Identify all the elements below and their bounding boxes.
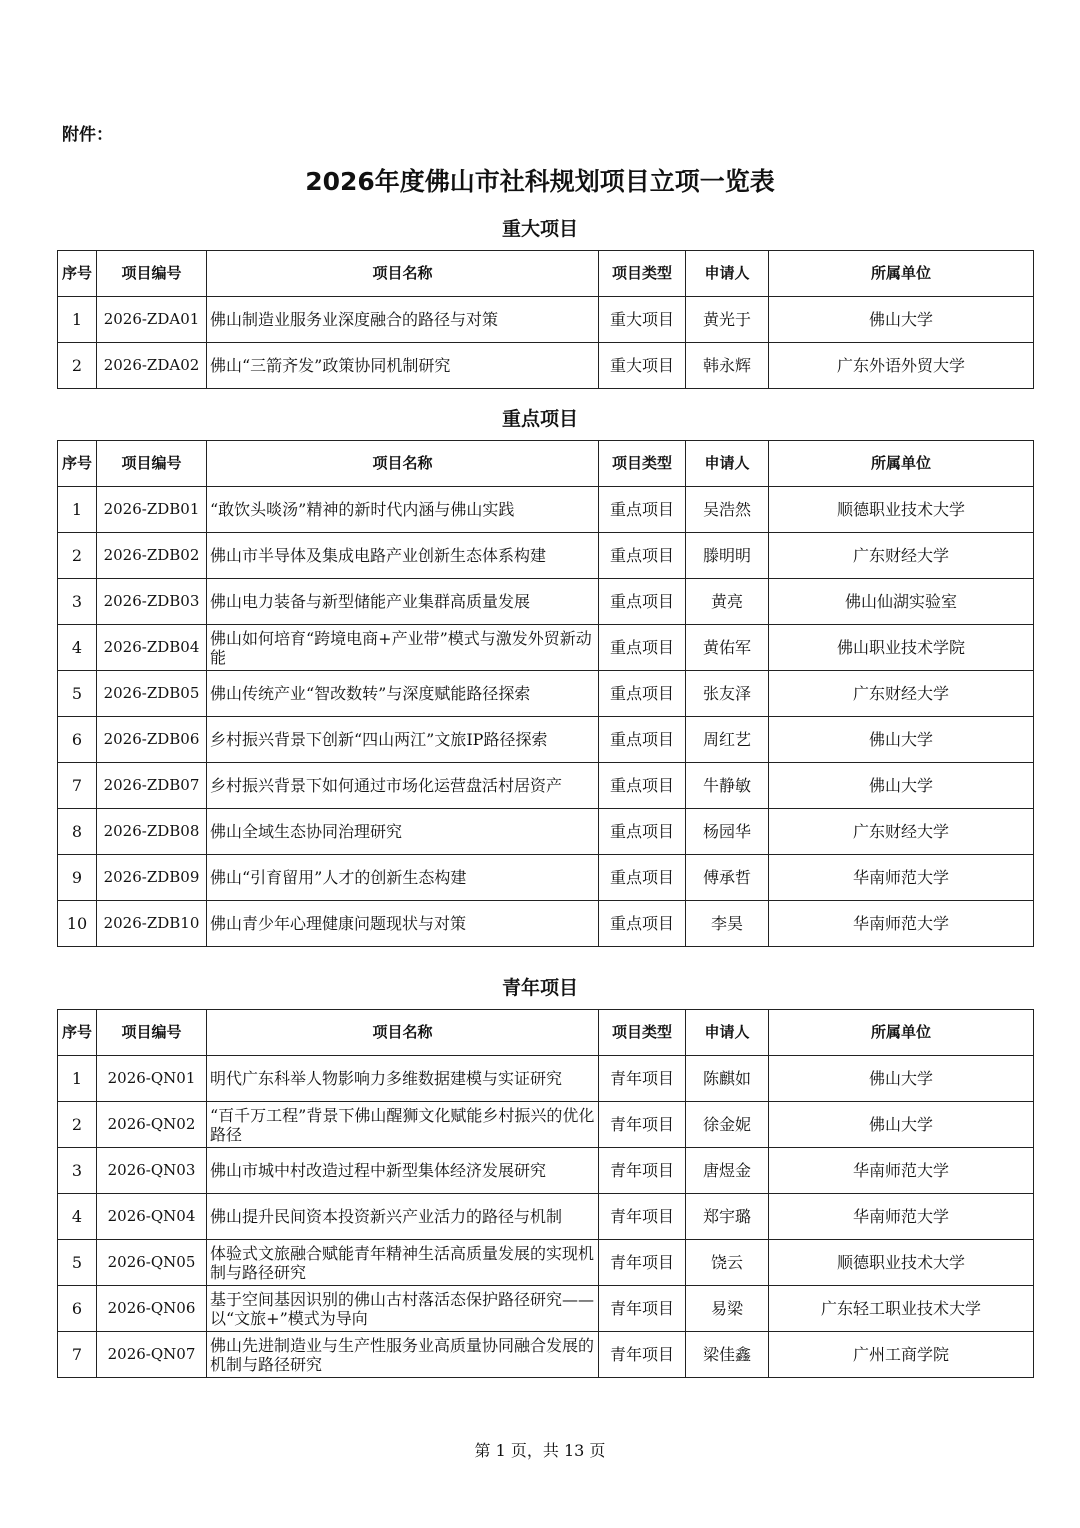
cell-applicant: 徐金妮: [686, 1102, 769, 1148]
cell-affiliation: 华南师范大学: [769, 855, 1034, 901]
cell-project-name: 基于空间基因识别的佛山古村落活态保护路径研究——以“文旅+”模式为导向: [207, 1286, 599, 1332]
cell-row-index: 2: [58, 1102, 97, 1148]
cell-affiliation: 佛山职业技术学院: [769, 625, 1034, 671]
cell-project-code: 2026-ZDB05: [97, 671, 207, 717]
cell-affiliation: 佛山大学: [769, 297, 1034, 343]
cell-project-code: 2026-QN06: [97, 1286, 207, 1332]
cell-affiliation: 广东轻工职业技术大学: [769, 1286, 1034, 1332]
cell-affiliation: 广州工商学院: [769, 1332, 1034, 1378]
table-row: [58, 855, 1034, 901]
section-title-key: 重点项目: [501, 408, 578, 430]
cell-project-code: 2026-ZDB04: [97, 625, 207, 671]
header-project-name: 项目名称: [207, 1010, 599, 1056]
cell-affiliation: 佛山大学: [769, 1056, 1034, 1102]
cell-project-name: 体验式文旅融合赋能青年精神生活高质量发展的实现机制与路径研究: [207, 1240, 599, 1286]
cell-project-code: 2026-ZDB10: [97, 901, 207, 947]
cell-project-type: 青年项目: [599, 1286, 686, 1332]
table-row: [58, 671, 1034, 717]
cell-applicant: 张友泽: [686, 671, 769, 717]
document-title: 2026年度佛山市社科规划项目立项一览表: [305, 167, 775, 196]
cell-affiliation: 华南师范大学: [769, 1148, 1034, 1194]
cell-project-code: 2026-QN02: [97, 1102, 207, 1148]
header-project-name: 项目名称: [207, 251, 599, 297]
cell-applicant: 周红艺: [686, 717, 769, 763]
cell-project-code: 2026-ZDB01: [97, 487, 207, 533]
cell-project-type: 重点项目: [599, 901, 686, 947]
page-footer: 第 1 页，共 13 页: [474, 1441, 606, 1460]
cell-project-name: 佛山市半导体及集成电路产业创新生态体系构建: [207, 533, 599, 579]
cell-project-type: 青年项目: [599, 1240, 686, 1286]
header-row-index: 序号: [58, 1010, 97, 1056]
cell-project-code: 2026-ZDB06: [97, 717, 207, 763]
cell-row-index: 2: [58, 533, 97, 579]
cell-applicant: 唐煜金: [686, 1148, 769, 1194]
table-row: [58, 343, 1034, 389]
header-row-index: 序号: [58, 441, 97, 487]
header-project-type: 项目类型: [599, 441, 686, 487]
cell-applicant: 牛静敏: [686, 763, 769, 809]
cell-project-type: 重点项目: [599, 625, 686, 671]
table-row: [58, 1056, 1034, 1102]
cell-affiliation: 华南师范大学: [769, 1194, 1034, 1240]
cell-project-name: 佛山“三箭齐发”政策协同机制研究: [207, 343, 599, 389]
table-row: [58, 1286, 1034, 1332]
cell-row-index: 5: [58, 671, 97, 717]
cell-project-name: “敢饮头啖汤”精神的新时代内涵与佛山实践: [207, 487, 599, 533]
cell-applicant: 吴浩然: [686, 487, 769, 533]
cell-applicant: 梁佳鑫: [686, 1332, 769, 1378]
cell-project-name: 佛山市城中村改造过程中新型集体经济发展研究: [207, 1148, 599, 1194]
cell-project-code: 2026-QN05: [97, 1240, 207, 1286]
header-project-type: 项目类型: [599, 1010, 686, 1056]
table-row: [58, 901, 1034, 947]
cell-project-type: 重点项目: [599, 809, 686, 855]
table-row: [58, 809, 1034, 855]
cell-applicant: 傅承哲: [686, 855, 769, 901]
cell-project-type: 重点项目: [599, 717, 686, 763]
cell-project-name: 乡村振兴背景下创新“四山两江”文旅IP路径探索: [207, 717, 599, 763]
cell-affiliation: 佛山大学: [769, 763, 1034, 809]
cell-applicant: 陈麒如: [686, 1056, 769, 1102]
cell-project-code: 2026-ZDA01: [97, 297, 207, 343]
cell-row-index: 6: [58, 717, 97, 763]
cell-project-type: 重点项目: [599, 533, 686, 579]
cell-row-index: 4: [58, 1194, 97, 1240]
table-row: [58, 625, 1034, 671]
cell-project-name: 佛山提升民间资本投资新兴产业活力的路径与机制: [207, 1194, 599, 1240]
cell-project-name: 佛山制造业服务业深度融合的路径与对策: [207, 297, 599, 343]
cell-project-code: 2026-ZDB09: [97, 855, 207, 901]
cell-affiliation: 佛山大学: [769, 717, 1034, 763]
cell-project-code: 2026-QN07: [97, 1332, 207, 1378]
table-header-row: [58, 1010, 1034, 1056]
cell-project-name: 乡村振兴背景下如何通过市场化运营盘活村居资产: [207, 763, 599, 809]
cell-project-type: 青年项目: [599, 1102, 686, 1148]
cell-applicant: 李昊: [686, 901, 769, 947]
cell-project-type: 重大项目: [599, 297, 686, 343]
cell-project-type: 重点项目: [599, 671, 686, 717]
cell-project-type: 青年项目: [599, 1332, 686, 1378]
cell-row-index: 8: [58, 809, 97, 855]
cell-affiliation: 佛山仙湖实验室: [769, 579, 1034, 625]
cell-affiliation: 顺德职业技术大学: [769, 1240, 1034, 1286]
header-project-name: 项目名称: [207, 441, 599, 487]
cell-project-code: 2026-ZDB03: [97, 579, 207, 625]
cell-project-type: 重大项目: [599, 343, 686, 389]
header-applicant: 申请人: [686, 251, 769, 297]
cell-row-index: 3: [58, 1148, 97, 1194]
cell-applicant: 饶云: [686, 1240, 769, 1286]
header-row-index: 序号: [58, 251, 97, 297]
table-row: [58, 763, 1034, 809]
header-project-code: 项目编号: [97, 441, 207, 487]
cell-applicant: 黄光于: [686, 297, 769, 343]
table-row: [58, 1240, 1034, 1286]
cell-project-code: 2026-QN04: [97, 1194, 207, 1240]
attachment-label: 附件：: [62, 125, 113, 145]
cell-affiliation: 广东财经大学: [769, 533, 1034, 579]
cell-affiliation: 华南师范大学: [769, 901, 1034, 947]
cell-project-name: 佛山电力装备与新型储能产业集群高质量发展: [207, 579, 599, 625]
cell-row-index: 10: [58, 901, 97, 947]
cell-project-type: 重点项目: [599, 487, 686, 533]
table-row: [58, 533, 1034, 579]
cell-applicant: 郑宇璐: [686, 1194, 769, 1240]
cell-affiliation: 佛山大学: [769, 1102, 1034, 1148]
cell-project-code: 2026-QN01: [97, 1056, 207, 1102]
cell-project-code: 2026-ZDA02: [97, 343, 207, 389]
cell-affiliation: 广东财经大学: [769, 809, 1034, 855]
major-projects-table: [57, 250, 1034, 389]
cell-project-code: 2026-ZDB07: [97, 763, 207, 809]
cell-row-index: 3: [58, 579, 97, 625]
header-affiliation: 所属单位: [769, 441, 1034, 487]
key-projects-table: [57, 440, 1034, 947]
cell-row-index: 7: [58, 1332, 97, 1378]
cell-row-index: 1: [58, 1056, 97, 1102]
header-project-type: 项目类型: [599, 251, 686, 297]
cell-project-name: 佛山如何培育“跨境电商+产业带”模式与激发外贸新动能: [207, 625, 599, 671]
table-header-row: [58, 441, 1034, 487]
header-project-code: 项目编号: [97, 251, 207, 297]
table-row: [58, 717, 1034, 763]
cell-project-name: 佛山先进制造业与生产性服务业高质量协同融合发展的机制与路径研究: [207, 1332, 599, 1378]
header-affiliation: 所属单位: [769, 251, 1034, 297]
cell-project-type: 青年项目: [599, 1056, 686, 1102]
cell-project-type: 青年项目: [599, 1148, 686, 1194]
table-row: [58, 1332, 1034, 1378]
cell-row-index: 6: [58, 1286, 97, 1332]
cell-project-type: 重点项目: [599, 855, 686, 901]
cell-row-index: 9: [58, 855, 97, 901]
header-affiliation: 所属单位: [769, 1010, 1034, 1056]
header-project-code: 项目编号: [97, 1010, 207, 1056]
cell-affiliation: 顺德职业技术大学: [769, 487, 1034, 533]
table-row: [58, 1102, 1034, 1148]
youth-projects-table: [57, 1009, 1034, 1378]
cell-project-name: “百千万工程”背景下佛山醒狮文化赋能乡村振兴的优化路径: [207, 1102, 599, 1148]
table-row: [58, 1148, 1034, 1194]
cell-project-name: 佛山传统产业“智改数转”与深度赋能路径探索: [207, 671, 599, 717]
cell-project-name: 佛山青少年心理健康问题现状与对策: [207, 901, 599, 947]
cell-project-code: 2026-ZDB02: [97, 533, 207, 579]
cell-applicant: 黄亮: [686, 579, 769, 625]
cell-project-code: 2026-QN03: [97, 1148, 207, 1194]
cell-project-type: 重点项目: [599, 579, 686, 625]
cell-row-index: 1: [58, 487, 97, 533]
cell-row-index: 7: [58, 763, 97, 809]
cell-project-type: 重点项目: [599, 763, 686, 809]
cell-applicant: 滕明明: [686, 533, 769, 579]
cell-row-index: 2: [58, 343, 97, 389]
header-applicant: 申请人: [686, 1010, 769, 1056]
cell-project-type: 青年项目: [599, 1194, 686, 1240]
table-header-row: [58, 251, 1034, 297]
section-title-major: 重大项目: [501, 218, 578, 240]
table-row: [58, 579, 1034, 625]
cell-project-name: 佛山“引育留用”人才的创新生态构建: [207, 855, 599, 901]
cell-affiliation: 广东外语外贸大学: [769, 343, 1034, 389]
table-row: [58, 1194, 1034, 1240]
cell-project-code: 2026-ZDB08: [97, 809, 207, 855]
cell-project-name: 佛山全域生态协同治理研究: [207, 809, 599, 855]
cell-row-index: 1: [58, 297, 97, 343]
cell-applicant: 黄佑军: [686, 625, 769, 671]
header-applicant: 申请人: [686, 441, 769, 487]
cell-row-index: 4: [58, 625, 97, 671]
cell-project-name: 明代广东科举人物影响力多维数据建模与实证研究: [207, 1056, 599, 1102]
section-title-youth: 青年项目: [501, 977, 578, 999]
cell-applicant: 韩永辉: [686, 343, 769, 389]
cell-applicant: 易梁: [686, 1286, 769, 1332]
table-row: [58, 297, 1034, 343]
cell-row-index: 5: [58, 1240, 97, 1286]
cell-affiliation: 广东财经大学: [769, 671, 1034, 717]
table-row: [58, 487, 1034, 533]
cell-applicant: 杨园华: [686, 809, 769, 855]
